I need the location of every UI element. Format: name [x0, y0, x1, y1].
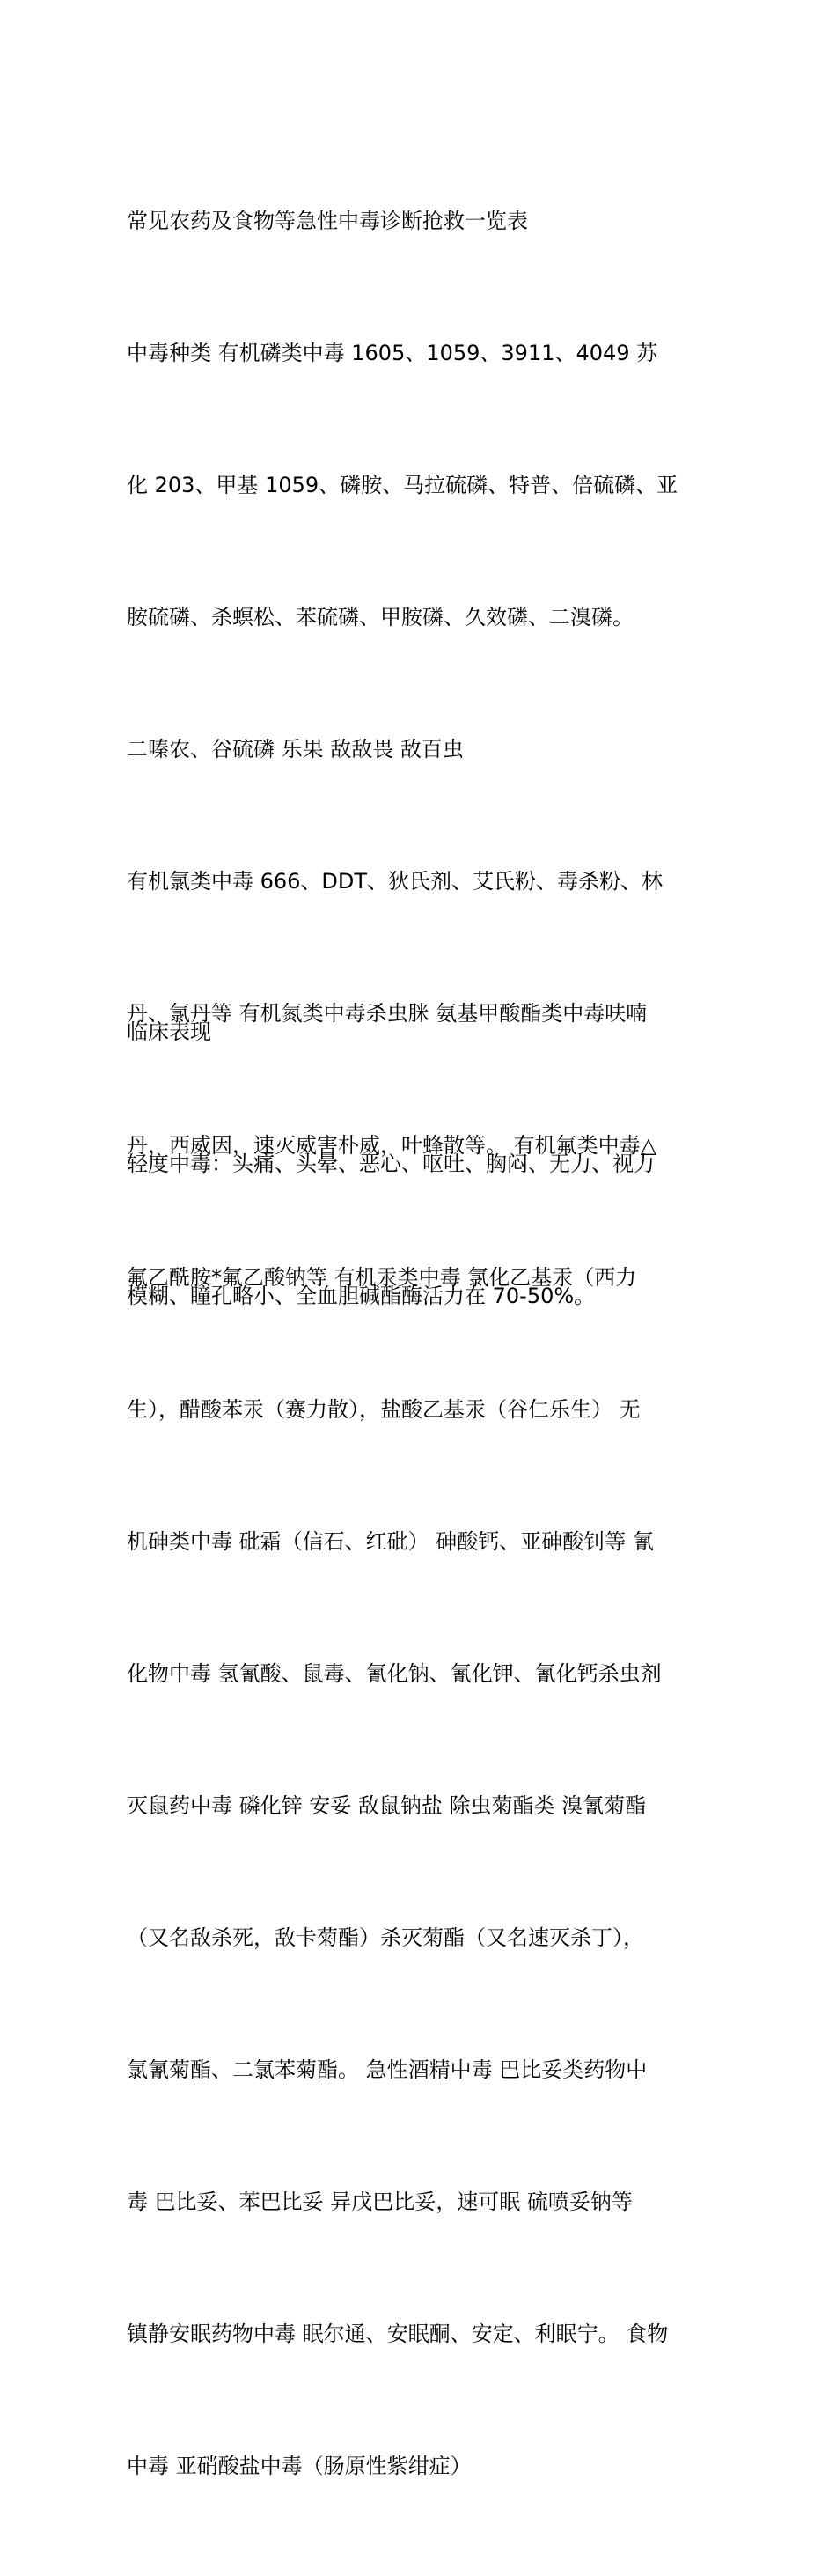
- text-line: 丹，西威因，速灭威害朴威，叶蜂散等。 有机氟类中毒△: [127, 1133, 657, 1158]
- text-line: 机砷类中毒 砒霜（信石、红砒） 砷酸钙、亚砷酸钊等 氰: [127, 1529, 654, 1554]
- text-line: 毒 巴比妥、苯巴比妥 异戊巴比妥，速可眠 硫喷妥钠等: [127, 2190, 633, 2214]
- text-line: 镇静安眠药物中毒 眠尔通、安眠酮、安定、利眠宁。 食物: [127, 2322, 669, 2346]
- text-line: 二嗪农、谷硫磷 乐果 敌敌畏 敌百虫: [127, 737, 464, 762]
- clinical-text-block: [127, 922, 716, 1406]
- text-line: 氯氰菊酯、二氯苯菊酯。 急性酒精中毒 巴比妥类药物中: [127, 2057, 648, 2082]
- text-line: 中毒种类 有机磷类中毒 1605、1059、3911、4049 苏: [127, 341, 658, 365]
- text-line: 氟乙酰胺*氟乙酸钠等 有机汞类中毒 氯化乙基汞（西力: [127, 1265, 637, 1290]
- text-line: 化物中毒 氢氰酸、鼠毒、氰化钠、氰化钾、氰化钙杀虫剂: [127, 1661, 662, 1686]
- text-line: 有机氯类中毒 666、DDT、狄氏剂、艾氏粉、毒杀粉、林: [127, 869, 664, 894]
- text-line: 生），醋酸苯汞（赛力散），盐酸乙基汞（谷仁乐生） 无: [127, 1397, 641, 1422]
- section-heading: 临床表现: [127, 1019, 211, 1044]
- text-line: 胺硫磷、杀螟松、苯硫磷、甲胺磷、久效磷、二溴磷。: [127, 605, 634, 629]
- text-line: 中毒 亚硝酸盐中毒（肠原性紫绀症）: [127, 2454, 472, 2478]
- text-line: （又名敌杀死，敌卡菊酯）杀灭菊酯（又名速灭杀丁），: [127, 1925, 644, 1950]
- text-line: 灭鼠药中毒 磷化锌 安妥 敌鼠钠盐 除虫菊酯类 溴氰菊酯: [127, 1793, 647, 1818]
- text-line: 丹、氯丹等 有机氮类中毒杀虫脒 氨基甲酸酯类中毒呋喃: [127, 1001, 648, 1026]
- document-title: 常见农药及食物等急性中毒诊断抢救一览表: [127, 209, 528, 233]
- text-line: 化 203、甲基 1059、磷胺、马拉硫磷、特普、倍硫磷、亚: [127, 473, 678, 497]
- text-line: 轻度中毒：头痛、头晕、恶心、呕吐、胸闷、无力、视力: [127, 1152, 655, 1176]
- text-line: 模糊、瞳孔略小、全血胆碱酯酶活力在 70-50%。: [127, 1284, 596, 1308]
